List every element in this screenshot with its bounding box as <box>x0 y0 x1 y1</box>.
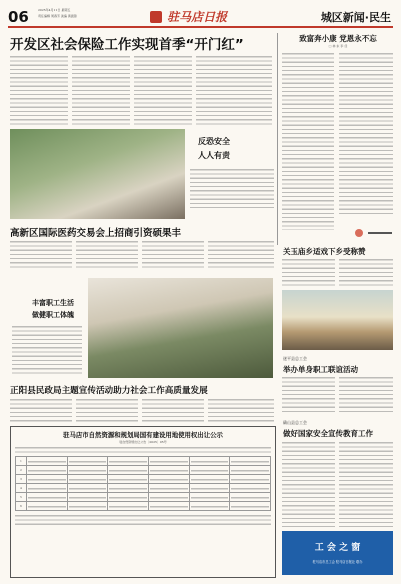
photo-anti-fraud <box>10 129 185 219</box>
zhengyang-body-3 <box>142 398 204 422</box>
photo-workers <box>88 278 273 378</box>
cell-text <box>109 487 147 490</box>
notice-cell <box>230 502 271 511</box>
cell-text <box>150 505 188 508</box>
notice-cell <box>108 493 149 502</box>
headline-security: 做好国家安全宣传教育工作 <box>283 429 373 438</box>
notice-cell <box>230 466 271 475</box>
main-article-body-2 <box>72 55 130 125</box>
notice-subtitle: 驻自然资规出让公告〔2025〕05号 <box>119 440 167 444</box>
main-article-body-3 <box>134 55 192 125</box>
caption-workers-text <box>12 325 82 375</box>
notice-cell <box>148 484 189 493</box>
photo-opera <box>282 290 393 350</box>
notice-cell <box>108 502 149 511</box>
side-column-body-2 <box>339 52 393 217</box>
headline-opera: 关玉庙乡适戏下乡受称赞 <box>283 247 366 256</box>
notice-footer <box>15 514 271 528</box>
headline-zhengyang: 正阳县民政局主题宣传活动助力社会工作高质量发展 <box>10 386 208 396</box>
paper-logo-icon <box>150 11 162 23</box>
side-column-body-1 <box>282 52 334 230</box>
cell-text <box>28 487 66 490</box>
union-box-sub: 驻马店市总工会 驻马店日报社 联办 <box>312 560 363 564</box>
main-headline: 开发区社会保险工作实现首季“开门红” <box>10 37 244 53</box>
singles-body-2 <box>339 376 393 414</box>
notice-table-row <box>16 466 271 475</box>
notice-cell <box>67 475 108 484</box>
cell-text <box>109 469 147 472</box>
notice-cell <box>27 484 68 493</box>
headline-pharma-fair: 高新区国际医药交易会上招商引资硕果丰 <box>10 228 182 239</box>
caption-workers-line2: 做健职工体魄 <box>32 311 74 319</box>
notice-row-index: 6 <box>16 502 27 511</box>
notice-row-index: 5 <box>16 493 27 502</box>
kicker-queshan: 确山县总工会 <box>283 420 307 425</box>
cell-text <box>231 478 269 481</box>
cell-text <box>191 487 229 490</box>
cell-text <box>191 478 229 481</box>
notice-cell <box>27 457 68 466</box>
notice-cell <box>27 475 68 484</box>
cell-text <box>69 487 107 490</box>
masthead-rule <box>8 26 393 28</box>
zhengyang-body-4 <box>208 398 274 422</box>
notice-cell <box>27 466 68 475</box>
notice-cell <box>27 502 68 511</box>
section-title: 城区新闻·民生 <box>320 11 391 24</box>
notice-table-row <box>16 457 271 466</box>
notice-table-row <box>16 502 271 511</box>
caption-anti-fraud-line2: 人人有责 <box>198 151 230 160</box>
cell-text <box>231 487 269 490</box>
cell-text <box>28 478 66 481</box>
notice-row-index: 2 <box>16 466 27 475</box>
notice-cell <box>230 484 271 493</box>
pharma-body-2 <box>76 240 138 270</box>
notice-cell <box>148 493 189 502</box>
notice-table-row <box>16 493 271 502</box>
cell-text <box>28 505 66 508</box>
notice-cell <box>67 457 108 466</box>
date-line: 2025年4月11日 星期五 <box>38 8 71 12</box>
notice-cell <box>148 457 189 466</box>
headline-singles-event: 举办单身职工联谊活动 <box>283 365 358 374</box>
main-article-body-1 <box>10 55 68 125</box>
notice-box <box>10 426 276 578</box>
zhengyang-body-1 <box>10 398 72 422</box>
security-body-1 <box>282 441 335 527</box>
cell-text <box>69 496 107 499</box>
side-column-byline: □ 林 东 李 佳 <box>328 44 348 48</box>
notice-cell <box>189 475 230 484</box>
union-box-title: 工 会 之 窗 <box>314 543 361 553</box>
kicker-suiping: 遂平县总工会 <box>283 356 307 361</box>
notice-cell <box>67 484 108 493</box>
cell-text <box>231 505 269 508</box>
cell-text <box>69 469 107 472</box>
notice-cell <box>67 466 108 475</box>
cell-text <box>109 478 147 481</box>
cell-text <box>150 469 188 472</box>
cell-text <box>109 505 147 508</box>
cell-text <box>150 460 188 463</box>
editor-line: 责任编辑 周春芳 美编 黄振锋 <box>38 14 77 18</box>
notice-table-row <box>16 484 271 493</box>
notice-cell <box>148 475 189 484</box>
notice-table-row <box>16 475 271 484</box>
cell-text <box>28 496 66 499</box>
notice-cell <box>189 502 230 511</box>
notice-table <box>15 456 271 511</box>
cell-text <box>69 505 107 508</box>
notice-cell <box>230 493 271 502</box>
caption-anti-fraud-line1: 反恐安全 <box>198 137 230 146</box>
notice-cell <box>108 484 149 493</box>
notice-cell <box>148 466 189 475</box>
notice-cell <box>27 493 68 502</box>
notice-cell <box>108 475 149 484</box>
main-article-body-4 <box>196 55 272 125</box>
notice-cell <box>189 484 230 493</box>
cell-text <box>191 496 229 499</box>
notice-title: 驻马店市自然资源和规划局国有建设用地使用权出让公示 <box>63 431 223 439</box>
notice-cell <box>67 502 108 511</box>
notice-cell <box>108 466 149 475</box>
opera-body-2 <box>339 258 393 286</box>
side-column-headline: 致富奔小康 党恩永不忘 <box>299 34 377 43</box>
zhengyang-body-2 <box>76 398 138 422</box>
side-column-signature <box>355 222 393 234</box>
notice-row-index: 4 <box>16 484 27 493</box>
cell-text <box>28 469 66 472</box>
cell-text <box>69 460 107 463</box>
notice-intro <box>15 446 271 454</box>
caption-workers-line1: 丰富职工生活 <box>32 299 74 307</box>
cell-text <box>191 505 229 508</box>
cell-text <box>109 460 147 463</box>
ink-pen-icon <box>355 229 363 237</box>
notice-cell <box>67 493 108 502</box>
cell-text <box>191 460 229 463</box>
notice-cell <box>108 457 149 466</box>
cell-text <box>28 460 66 463</box>
cell-text <box>150 496 188 499</box>
notice-row-index: 1 <box>16 457 27 466</box>
union-box <box>282 531 393 575</box>
singles-body-1 <box>282 376 335 414</box>
cell-text <box>231 496 269 499</box>
cell-text <box>231 460 269 463</box>
notice-cell <box>148 502 189 511</box>
notice-cell <box>189 466 230 475</box>
paper-logo <box>150 6 260 22</box>
cell-text <box>150 487 188 490</box>
notice-cell <box>189 493 230 502</box>
caption-anti-fraud-text <box>190 168 274 208</box>
cell-text <box>69 478 107 481</box>
security-body-2 <box>339 441 393 527</box>
pharma-body-4 <box>208 240 274 270</box>
notice-cell <box>230 457 271 466</box>
cell-text <box>231 469 269 472</box>
notice-row-index: 3 <box>16 475 27 484</box>
paper-name: 驻马店日报 <box>167 10 228 24</box>
notice-cell <box>230 475 271 484</box>
opera-body-1 <box>282 258 335 286</box>
pharma-body-3 <box>142 240 204 270</box>
notice-cell <box>189 457 230 466</box>
cell-text <box>109 496 147 499</box>
page-number: 06 <box>8 8 29 26</box>
cell-text <box>150 478 188 481</box>
signature-mark <box>368 232 392 234</box>
cell-text <box>191 469 229 472</box>
column-divider <box>277 33 278 245</box>
pharma-body-1 <box>10 240 72 270</box>
